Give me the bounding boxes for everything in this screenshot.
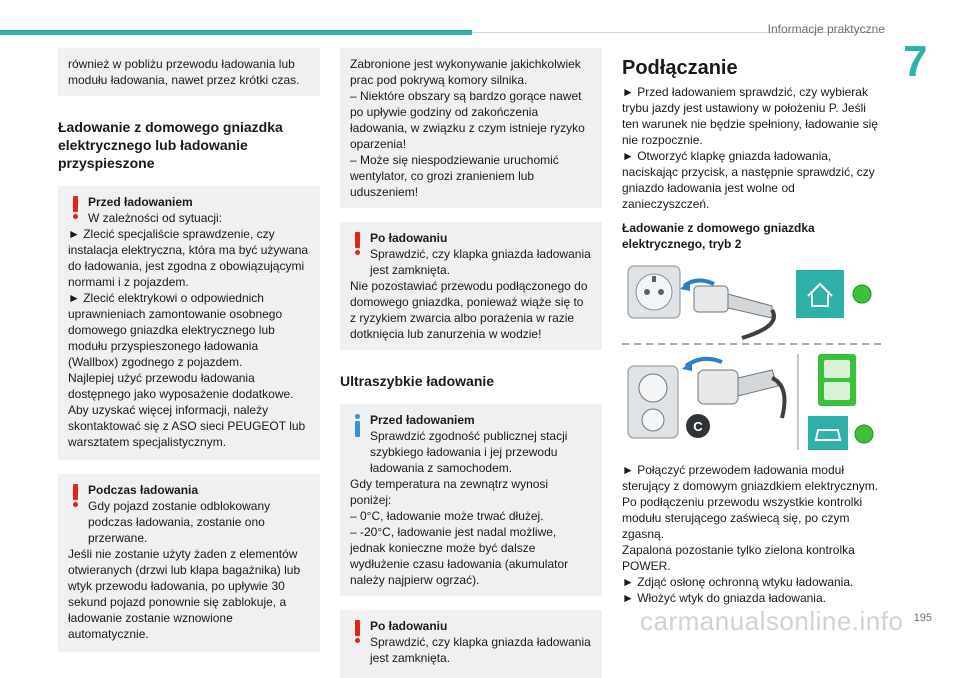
- warning-icon: [68, 482, 82, 507]
- status-indicator-green-icon: [853, 285, 871, 303]
- instruction-line: Po podłączeniu przewodu wszystkie kontrolki modułu sterującego zaświecą się, po czym zgasną.: [622, 495, 863, 541]
- plug-icon: [694, 286, 728, 312]
- warning-icon: [350, 618, 364, 643]
- warning-line: Sprawdzić, czy klapka gniazda ładowania jest zamknięta.: [370, 635, 591, 665]
- instruction-line: ► Zdjąć osłonę ochronną wtyku ładowania.: [622, 575, 854, 589]
- info-title: Przed ładowaniem: [370, 413, 475, 427]
- page-heading: Podłączanie: [622, 57, 738, 79]
- box-line: – Może się niespodziewanie uruchomić wentylator, co grozi zranieniem lub uduszeniem!: [350, 153, 559, 199]
- info-line: – 0°C, ładowanie może trwać dłużej.: [350, 509, 544, 523]
- section-title: Informacje praktyczne: [767, 22, 885, 36]
- warning-line: Gdy pojazd zostanie odblokowany podczas ładowania, zostanie ono przerwane.: [88, 499, 271, 545]
- info-line: Gdy temperatura na zewnątrz wynosi poniżej:: [350, 477, 549, 507]
- header-accent-bar: [0, 30, 472, 35]
- box-text: również w pobliżu przewodu ładowania lub modułu ładowania, nawet przez krótki czas.: [68, 57, 300, 87]
- warning-title: Podczas ładowania: [88, 483, 199, 497]
- column-2: [340, 48, 602, 678]
- warning-box-during-charging: [58, 474, 320, 652]
- watermark: carmanualsonline.info: [640, 606, 904, 636]
- section-heading: Ładowanie z domowego gniazdka elektrycznego lub ładowanie przyspieszone: [58, 119, 283, 171]
- home-icon: [796, 270, 844, 318]
- subheading: Ładowanie z domowego gniazdka elektrycznego, tryb 2: [622, 221, 815, 251]
- info-box-before-charging: [340, 404, 602, 596]
- warning-title: Przed ładowaniem: [88, 195, 193, 209]
- instruction-line: ► Otworzyć klapkę gniazda ładowania, naciskając przycisk, a następnie sprawdzić, czy gniazdo ładowania jest wolne od zanieczyszczeń.: [622, 149, 875, 211]
- status-indicator-green-icon: [855, 425, 873, 443]
- engine-warning-box: [340, 48, 602, 208]
- warning-line: Aby uzyskać więcej informacji, należy skontaktować się z ASO sieci PEUGEOT lub warsztatem specjalistycznym.: [68, 403, 306, 449]
- page-number: 195: [913, 612, 932, 624]
- warning-icon: [68, 194, 82, 219]
- instruction-line: ► Włożyć wtyk do gniazda ładowania.: [622, 591, 826, 605]
- warning-title: Po ładowaniu: [370, 231, 448, 245]
- car-icon: [808, 416, 848, 450]
- box-line: Zabronione jest wykonywanie jakichkolwiek prac pod pokrywą komory silnika.: [350, 57, 581, 87]
- info-line: – -20°C, ładowanie jest nadal możliwe, jednak konieczne może być dalsze wydłużenie czasu ładowania (akumulator należy najpierw ogrzać).: [350, 525, 569, 587]
- warning-box-after-charging: [340, 222, 602, 350]
- warning-line: Najlepiej użyć przewodu ładowania dostępnego jako wyposażenie dodatkowe.: [68, 371, 294, 401]
- figure-label: C: [693, 419, 703, 434]
- section-heading: Ultraszybkie ładowanie: [340, 373, 495, 389]
- warning-line: ► Zlecić elektrykowi o odpowiednich uprawnieniach zamontowanie osobnego domowego gniazdka elektrycznego lub modułu przyspieszonego ładowania (Wallbox) zgodnego z pojazdem.: [68, 291, 283, 369]
- warning-box-before-charging: [58, 186, 320, 460]
- charging-figure: [622, 258, 884, 454]
- continued-warning-box: [58, 48, 320, 96]
- warning-icon: [350, 230, 364, 255]
- warning-line: W zależności od sytuacji:: [88, 211, 223, 225]
- warning-box-after-charging-2: [340, 610, 602, 678]
- info-line: Sprawdzić zgodność publicznej stacji szybkiego ładowania i jej przewodu ładowania z samochodem.: [370, 429, 568, 475]
- instruction-line: ► Przed ładowaniem sprawdzić, czy wybierak trybu jazdy jest ustawiony w położeniu P. Jeśli ten warunek nie będzie spełniony, ładowanie się nie rozpocznie.: [622, 85, 878, 147]
- instruction-line: Zapalona pozostanie tylko zielona kontrolka POWER.: [622, 543, 855, 573]
- warning-line: Jeśli nie zostanie użyty żaden z elementów otwieranych (drzwi lub klapa bagażnika) lub wtyk przewodu ładowania, po upływie 30 sekund pojazd ponownie się zablokuje, a ładowanie zostanie wznowione automatycznie.: [68, 547, 301, 641]
- warning-line: Nie pozostawiać przewodu podłączonego do domowego gniazdka, ponieważ wiąże się to z ryzykiem zwarcia albo porażenia w razie dotknięcia lub zanurzenia w wodzie!: [350, 279, 588, 341]
- column-3: [622, 48, 884, 606]
- warning-title: Po ładowaniu: [370, 619, 448, 633]
- box-line: – Niektóre obszary są bardzo gorące nawet po upływie godziny od zakończenia ładowania, w związku z czym istnieje ryzyko oparzenia!: [350, 89, 585, 151]
- connector-plug-icon: [698, 370, 738, 404]
- warning-line: ► Zlecić specjaliście sprawdzenie, czy instalacja elektryczna, która ma być używana do ładowania, jest zgodna z obowiązującymi normami i z pojazdem.: [68, 227, 309, 289]
- column-1: [58, 48, 320, 652]
- instruction-line: ► Połączyć przewodem ładowania moduł sterujący z domowym gniazdkiem elektrycznym.: [622, 463, 879, 493]
- warning-line: Sprawdzić, czy klapka gniazda ładowania jest zamknięta.: [370, 247, 591, 277]
- info-icon: [350, 412, 364, 437]
- chapter-number: 7: [903, 37, 928, 86]
